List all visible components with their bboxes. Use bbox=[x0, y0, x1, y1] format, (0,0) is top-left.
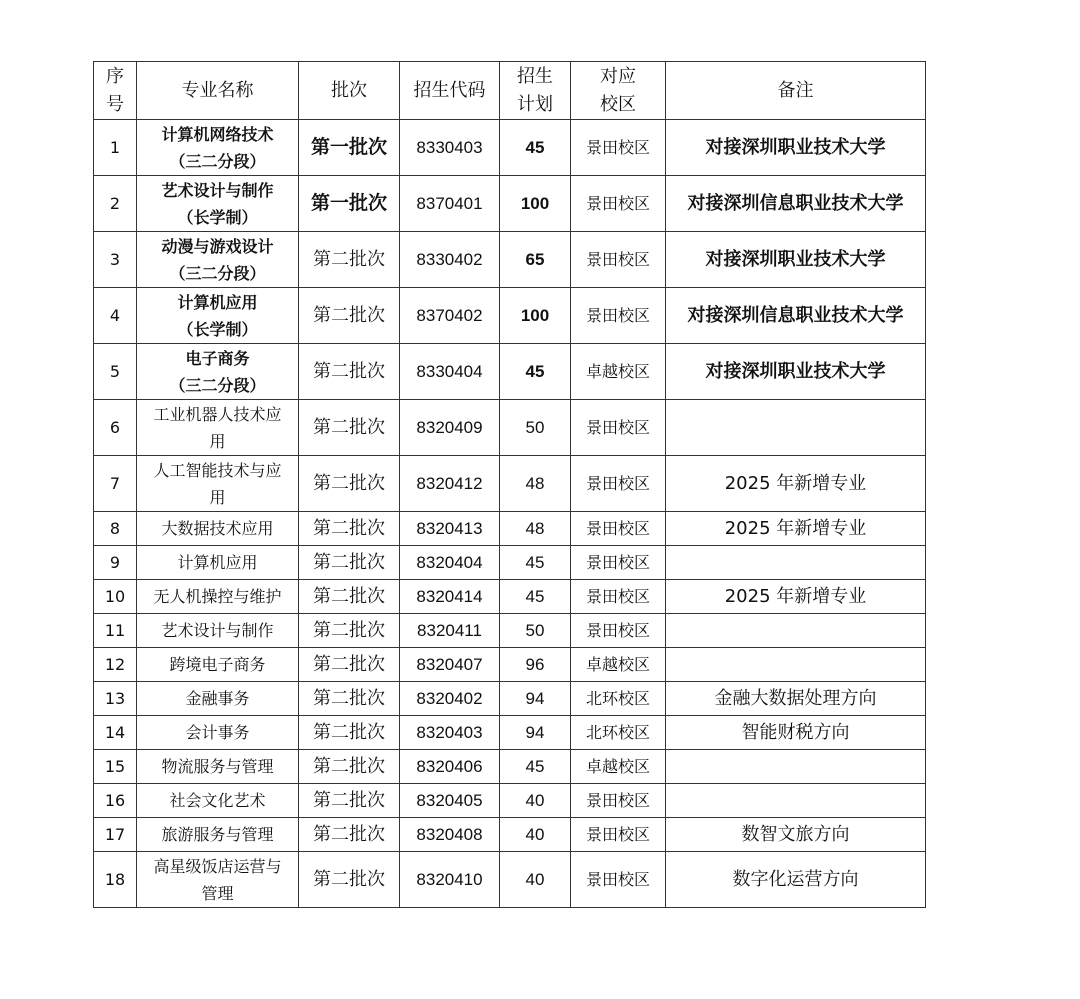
row-name-line: 管理 bbox=[201, 883, 234, 903]
row-plan: 45 bbox=[500, 120, 571, 176]
row-campus: 景田校区 bbox=[571, 456, 666, 512]
row-batch: 第二批次 bbox=[299, 580, 400, 614]
row-campus: 景田校区 bbox=[571, 818, 666, 852]
row-note: 金融大数据处理方向 bbox=[666, 682, 926, 716]
row-note bbox=[666, 546, 926, 580]
row-campus: 卓越校区 bbox=[571, 344, 666, 400]
table-row bbox=[94, 614, 926, 648]
row-code: 8320403 bbox=[400, 716, 500, 750]
row-campus: 景田校区 bbox=[571, 176, 666, 232]
row-name bbox=[137, 512, 299, 546]
header-row bbox=[94, 62, 926, 120]
row-name bbox=[137, 344, 299, 400]
row-name bbox=[137, 682, 299, 716]
row-campus: 景田校区 bbox=[571, 614, 666, 648]
row-name bbox=[137, 176, 299, 232]
table-row bbox=[94, 232, 926, 288]
row-campus: 卓越校区 bbox=[571, 648, 666, 682]
row-plan: 40 bbox=[500, 818, 571, 852]
row-campus: 景田校区 bbox=[571, 400, 666, 456]
row-name-line: 电子商务 bbox=[185, 348, 250, 368]
table-row bbox=[94, 784, 926, 818]
table-row bbox=[94, 400, 926, 456]
row-note bbox=[666, 648, 926, 682]
row-note: 对接深圳职业技术大学 bbox=[666, 120, 926, 176]
row-name-line: 艺术设计与制作 bbox=[161, 180, 274, 200]
row-note bbox=[666, 614, 926, 648]
row-code: 8320411 bbox=[400, 614, 500, 648]
row-code: 8320412 bbox=[400, 456, 500, 512]
row-name bbox=[137, 716, 299, 750]
row-batch: 第二批次 bbox=[299, 682, 400, 716]
row-seq: 4 bbox=[94, 288, 137, 344]
row-name-line: 大数据技术应用 bbox=[161, 519, 274, 538]
row-seq: 12 bbox=[94, 648, 137, 682]
header-name: 专业名称 bbox=[137, 62, 299, 120]
row-plan: 65 bbox=[500, 232, 571, 288]
row-seq: 1 bbox=[94, 120, 137, 176]
row-note: 对接深圳职业技术大学 bbox=[666, 344, 926, 400]
row-plan: 40 bbox=[500, 852, 571, 908]
row-code: 8320406 bbox=[400, 750, 500, 784]
row-name-line: 计算机应用 bbox=[177, 553, 258, 572]
row-batch: 第一批次 bbox=[299, 120, 400, 176]
row-seq: 2 bbox=[94, 176, 137, 232]
row-code: 8320414 bbox=[400, 580, 500, 614]
row-seq: 18 bbox=[94, 852, 137, 908]
row-code: 8330403 bbox=[400, 120, 500, 176]
row-name-line: 跨境电子商务 bbox=[169, 655, 266, 674]
row-seq: 6 bbox=[94, 400, 137, 456]
row-name-line: （长学制） bbox=[177, 207, 258, 227]
row-batch: 第二批次 bbox=[299, 852, 400, 908]
row-batch: 第二批次 bbox=[299, 648, 400, 682]
row-plan: 50 bbox=[500, 400, 571, 456]
row-campus: 卓越校区 bbox=[571, 750, 666, 784]
row-batch: 第二批次 bbox=[299, 456, 400, 512]
header-campus: 对应 校区 bbox=[571, 62, 666, 120]
row-batch: 第二批次 bbox=[299, 232, 400, 288]
row-name-line: 无人机操控与维护 bbox=[153, 587, 282, 606]
table-row bbox=[94, 750, 926, 784]
row-plan: 94 bbox=[500, 682, 571, 716]
row-campus: 景田校区 bbox=[571, 546, 666, 580]
row-name bbox=[137, 456, 299, 512]
row-name-line: 用 bbox=[209, 487, 226, 507]
table-row bbox=[94, 852, 926, 908]
row-name-line: 计算机网络技术 bbox=[161, 124, 274, 144]
row-name bbox=[137, 784, 299, 818]
row-name-line: 人工智能技术与应 bbox=[153, 460, 282, 480]
row-seq: 9 bbox=[94, 546, 137, 580]
row-plan: 100 bbox=[500, 288, 571, 344]
row-note bbox=[666, 400, 926, 456]
row-seq: 17 bbox=[94, 818, 137, 852]
row-note: 数智文旅方向 bbox=[666, 818, 926, 852]
enrollment-table bbox=[93, 61, 926, 908]
row-name bbox=[137, 648, 299, 682]
row-code: 8320405 bbox=[400, 784, 500, 818]
row-code: 8320410 bbox=[400, 852, 500, 908]
table-row bbox=[94, 512, 926, 546]
row-seq: 15 bbox=[94, 750, 137, 784]
row-name-line: 计算机应用 bbox=[177, 292, 258, 312]
row-batch: 第二批次 bbox=[299, 344, 400, 400]
row-code: 8330404 bbox=[400, 344, 500, 400]
header-seq: 序 号 bbox=[94, 62, 137, 120]
row-seq: 5 bbox=[94, 344, 137, 400]
table-row bbox=[94, 580, 926, 614]
row-seq: 7 bbox=[94, 456, 137, 512]
row-seq: 14 bbox=[94, 716, 137, 750]
table-row bbox=[94, 176, 926, 232]
row-code: 8320409 bbox=[400, 400, 500, 456]
row-name bbox=[137, 120, 299, 176]
row-name-line: （长学制） bbox=[177, 319, 258, 339]
row-name-line: 动漫与游戏设计 bbox=[161, 236, 274, 256]
row-name-line: 高星级饭店运营与 bbox=[153, 856, 282, 876]
row-plan: 45 bbox=[500, 580, 571, 614]
row-note bbox=[666, 784, 926, 818]
row-name-line: 社会文化艺术 bbox=[169, 791, 266, 810]
header-code: 招生代码 bbox=[400, 62, 500, 120]
row-note: 数字化运营方向 bbox=[666, 852, 926, 908]
row-name-line: 工业机器人技术应 bbox=[153, 404, 282, 424]
row-name bbox=[137, 852, 299, 908]
row-name bbox=[137, 400, 299, 456]
row-note: 对接深圳信息职业技术大学 bbox=[666, 288, 926, 344]
row-name bbox=[137, 750, 299, 784]
row-name-line: （三二分段） bbox=[169, 375, 266, 395]
row-campus: 北环校区 bbox=[571, 682, 666, 716]
row-plan: 96 bbox=[500, 648, 571, 682]
row-code: 8320408 bbox=[400, 818, 500, 852]
row-name bbox=[137, 818, 299, 852]
row-name bbox=[137, 580, 299, 614]
table-row bbox=[94, 682, 926, 716]
header-batch: 批次 bbox=[299, 62, 400, 120]
row-note: 2025 年新增专业 bbox=[666, 580, 926, 614]
row-seq: 11 bbox=[94, 614, 137, 648]
row-note: 对接深圳信息职业技术大学 bbox=[666, 176, 926, 232]
row-name-line: （三二分段） bbox=[169, 263, 266, 283]
row-campus: 景田校区 bbox=[571, 288, 666, 344]
row-campus: 景田校区 bbox=[571, 232, 666, 288]
row-name bbox=[137, 546, 299, 580]
row-campus: 景田校区 bbox=[571, 784, 666, 818]
row-batch: 第二批次 bbox=[299, 784, 400, 818]
row-batch: 第一批次 bbox=[299, 176, 400, 232]
row-seq: 10 bbox=[94, 580, 137, 614]
table-row bbox=[94, 546, 926, 580]
row-name bbox=[137, 614, 299, 648]
row-campus: 景田校区 bbox=[571, 512, 666, 546]
row-plan: 45 bbox=[500, 546, 571, 580]
row-seq: 16 bbox=[94, 784, 137, 818]
table-row bbox=[94, 456, 926, 512]
row-seq: 13 bbox=[94, 682, 137, 716]
row-name-line: 会计事务 bbox=[185, 723, 250, 742]
row-name bbox=[137, 232, 299, 288]
row-plan: 48 bbox=[500, 512, 571, 546]
row-plan: 45 bbox=[500, 344, 571, 400]
row-note: 智能财税方向 bbox=[666, 716, 926, 750]
row-seq: 3 bbox=[94, 232, 137, 288]
table-row bbox=[94, 344, 926, 400]
row-batch: 第二批次 bbox=[299, 614, 400, 648]
row-name-line: 物流服务与管理 bbox=[161, 757, 274, 776]
row-note: 2025 年新增专业 bbox=[666, 456, 926, 512]
row-batch: 第二批次 bbox=[299, 546, 400, 580]
row-batch: 第二批次 bbox=[299, 288, 400, 344]
table-row bbox=[94, 648, 926, 682]
row-plan: 94 bbox=[500, 716, 571, 750]
row-name-line: 金融事务 bbox=[185, 689, 250, 708]
row-campus: 景田校区 bbox=[571, 120, 666, 176]
header-note: 备注 bbox=[666, 62, 926, 120]
row-name-line: 艺术设计与制作 bbox=[161, 621, 274, 640]
row-batch: 第二批次 bbox=[299, 750, 400, 784]
row-batch: 第二批次 bbox=[299, 716, 400, 750]
table-row bbox=[94, 818, 926, 852]
row-name-line: 用 bbox=[209, 431, 226, 451]
row-note: 对接深圳职业技术大学 bbox=[666, 232, 926, 288]
row-code: 8370401 bbox=[400, 176, 500, 232]
row-batch: 第二批次 bbox=[299, 400, 400, 456]
row-campus: 北环校区 bbox=[571, 716, 666, 750]
header-plan: 招生 计划 bbox=[500, 62, 571, 120]
row-code: 8330402 bbox=[400, 232, 500, 288]
row-code: 8320404 bbox=[400, 546, 500, 580]
row-plan: 50 bbox=[500, 614, 571, 648]
row-note bbox=[666, 750, 926, 784]
row-plan: 40 bbox=[500, 784, 571, 818]
table-row bbox=[94, 288, 926, 344]
row-plan: 45 bbox=[500, 750, 571, 784]
row-campus: 景田校区 bbox=[571, 580, 666, 614]
row-plan: 100 bbox=[500, 176, 571, 232]
row-code: 8320402 bbox=[400, 682, 500, 716]
row-code: 8320413 bbox=[400, 512, 500, 546]
table-row bbox=[94, 120, 926, 176]
row-batch: 第二批次 bbox=[299, 818, 400, 852]
row-code: 8370402 bbox=[400, 288, 500, 344]
table-row bbox=[94, 716, 926, 750]
row-batch: 第二批次 bbox=[299, 512, 400, 546]
row-name bbox=[137, 288, 299, 344]
row-name-line: （三二分段） bbox=[169, 151, 266, 171]
row-campus: 景田校区 bbox=[571, 852, 666, 908]
row-seq: 8 bbox=[94, 512, 137, 546]
row-note: 2025 年新增专业 bbox=[666, 512, 926, 546]
row-plan: 48 bbox=[500, 456, 571, 512]
row-name-line: 旅游服务与管理 bbox=[161, 825, 274, 844]
row-code: 8320407 bbox=[400, 648, 500, 682]
